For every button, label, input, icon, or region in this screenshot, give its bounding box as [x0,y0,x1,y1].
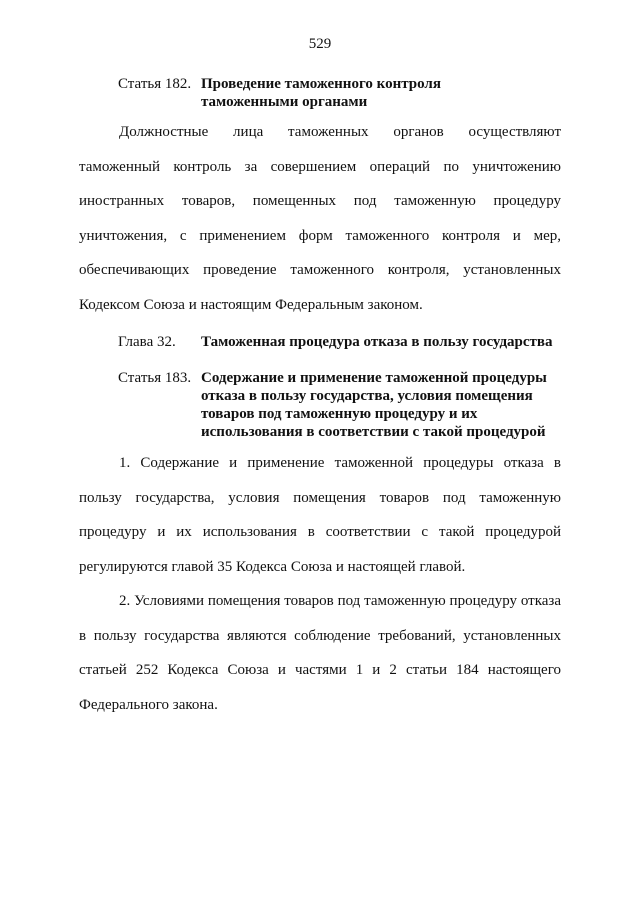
chapter-32-title: Таможенная процедура отказа в пользу государства [201,334,553,350]
page-number: 529 [308,36,332,52]
article-182-text: Должностные лица таможенных органов осуществляют таможенный контроль за совершением операций по уничтожению иностранных товаров, помещенных под таможенную процедуру уничтожения, с применением форм таможенного контроля и мер, обеспечивающих проведение таможенного контроля, установленных Кодексом Союза и настоящим Федеральным законом. [79,124,561,313]
article-182-title: Проведение таможенного контроля таможенными органами [201,76,441,110]
article-183-paragraph-2: 2. Условиями помещения товаров под таможенную процедуру отказа в пользу государства являются соблюдение требований, установленных статьей 252 Кодекса Союза и частями 1 и 2 статьи 184 настоящего Федерального закона. [79,593,561,713]
chapter-32-label: Глава 32. [118,334,176,350]
article-183-paragraph-1: 1. Содержание и применение таможенной процедуры отказа в пользу государства, условия помещения товаров под таможенную процедуру и их использования в соответствии с такой процедурой регулируются главой 35 Кодекса Союза и настоящей главой. [79,455,561,575]
article-183-title: Содержание и применение таможенной процедуры отказа в пользу государства, условия помещения товаров под таможенную процедуру и их использования в соответствии с такой процедурой [201,370,547,440]
article-182-label: Статья 182. [118,76,192,92]
article-183-label: Статья 183. [118,370,192,386]
